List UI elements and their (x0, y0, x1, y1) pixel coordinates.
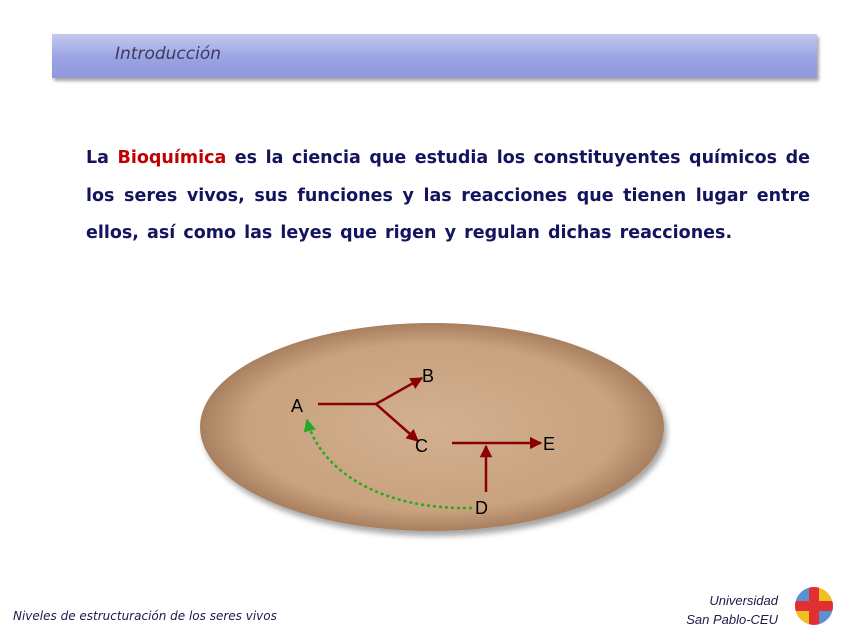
diagram-ellipse (200, 323, 664, 531)
university-line-1: Universidad (709, 593, 778, 608)
node-label-b: B (422, 366, 435, 386)
node-label-c: C (415, 436, 428, 456)
node-label-a: A (291, 396, 304, 416)
university-logo-icon (794, 586, 834, 626)
definition-body: es la ciencia que estudia los constituyentes químicos de los seres vivos, sus funciones y las reacciones que tienen lugar entre ellos, así como las leyes que rigen y regulan dichas reacciones. (86, 148, 811, 243)
university-line-2: San Pablo-CEU (686, 612, 778, 627)
university-name (686, 591, 778, 629)
definition-prefix: La (86, 148, 118, 168)
slide-title: Introducción (115, 44, 222, 64)
bioquimica-term: Bioquímica (117, 148, 227, 168)
node-label-d: D (475, 498, 488, 518)
node-label-e: E (543, 434, 556, 454)
course-footer: Niveles de estructuración de los seres vivos (13, 609, 277, 623)
